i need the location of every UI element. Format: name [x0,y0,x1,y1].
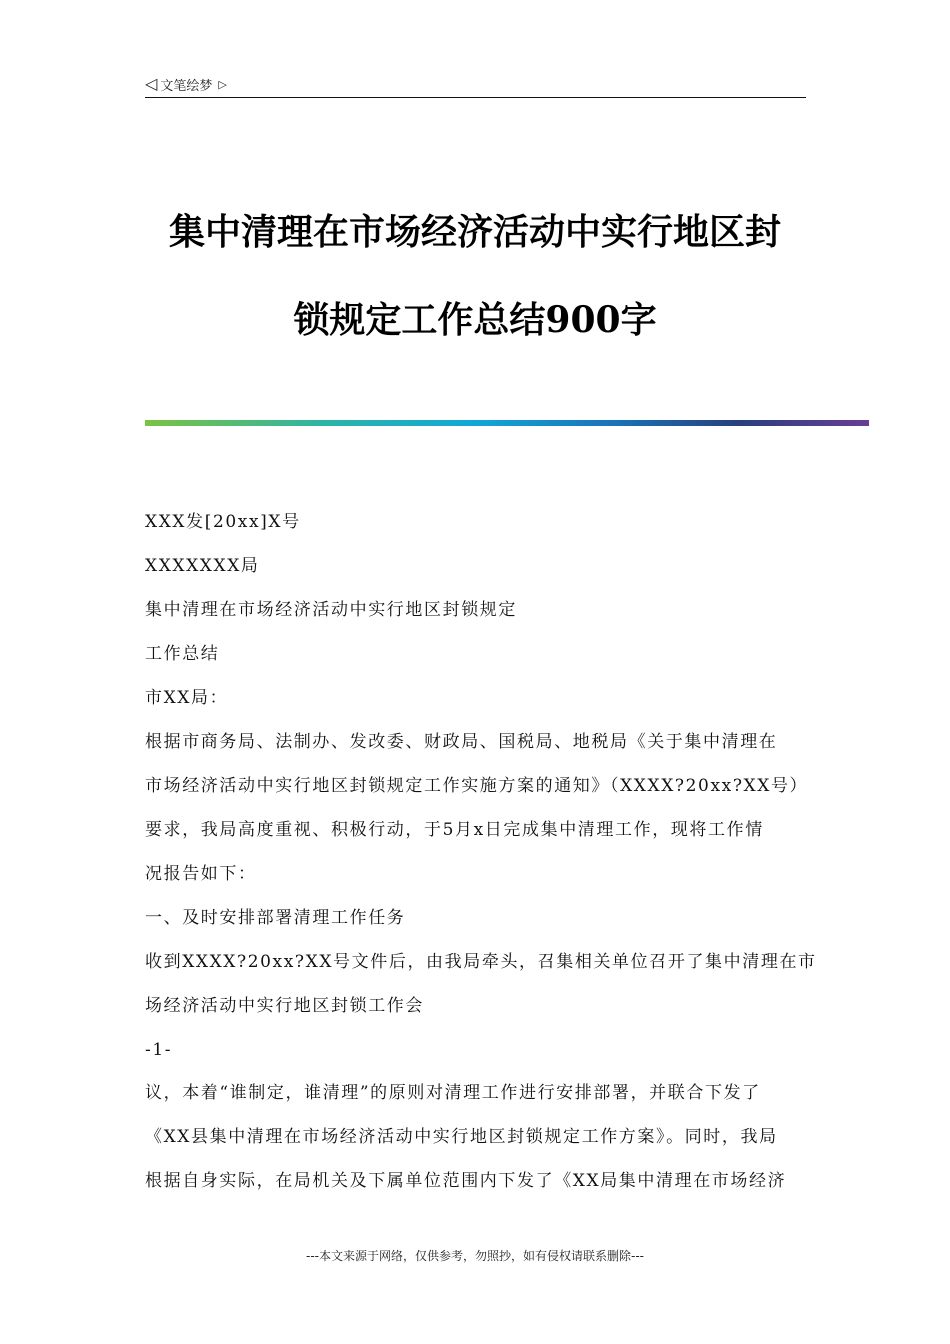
body-line: 场经济活动中实行地区封锁工作会 [145,996,424,1016]
body-line: 议，本着“谁制定，谁清理”的原则对清理工作进行安排部署，并联合下发了 [145,1083,761,1103]
section-heading: 一、及时安排部署清理工作任务 [145,908,406,928]
header-divider [145,97,806,98]
triangle-right-icon: ▷ [218,77,227,91]
body-line: 根据市商务局、法制办、发改委、财政局、国税局、地税局《关于集中清理在 [145,732,778,752]
body-line: 市场经济活动中实行地区封锁规定工作实施方案的通知》（XXXX?20xx?XX号） [145,776,809,796]
gradient-divider [145,420,869,426]
document-title-line-2: 锁规定工作总结900字 [293,299,657,341]
body-line: 市XX局： [145,688,229,708]
body-line: XXXXXXX局 [145,556,260,576]
body-line: 集中清理在市场经济活动中实行地区封锁规定 [145,600,517,620]
page-number: -1- [145,1040,173,1060]
document-title-line-1: 集中清理在市场经济活动中实行地区封 [168,211,781,253]
body-line: 工作总结 [145,644,220,664]
footer-disclaimer: ---本文来源于网络，仅供参考，勿照抄，如有侵权请联系删除--- [306,1249,644,1263]
body-line: 要求，我局高度重视、积极行动，于5月x日完成集中清理工作，现将工作情 [145,820,764,840]
header-brand [145,74,227,94]
body-line: 根据自身实际，在局机关及下属单位范围内下发了《XX局集中清理在市场经济 [145,1171,787,1191]
triangle-left-icon: ◁ [145,74,158,93]
body-line: 况报告如下： [145,864,257,884]
body-line: XXX发[20xx]X号 [145,512,301,532]
body-line: 《XX县集中清理在市场经济活动中实行地区封锁规定工作方案》。同时，我局 [145,1127,778,1147]
body-line: 收到XXXX?20xx?XX号文件后，由我局牵头，召集相关单位召开了集中清理在市 [145,952,817,972]
brand-name: 文笔绘梦 [160,78,213,94]
